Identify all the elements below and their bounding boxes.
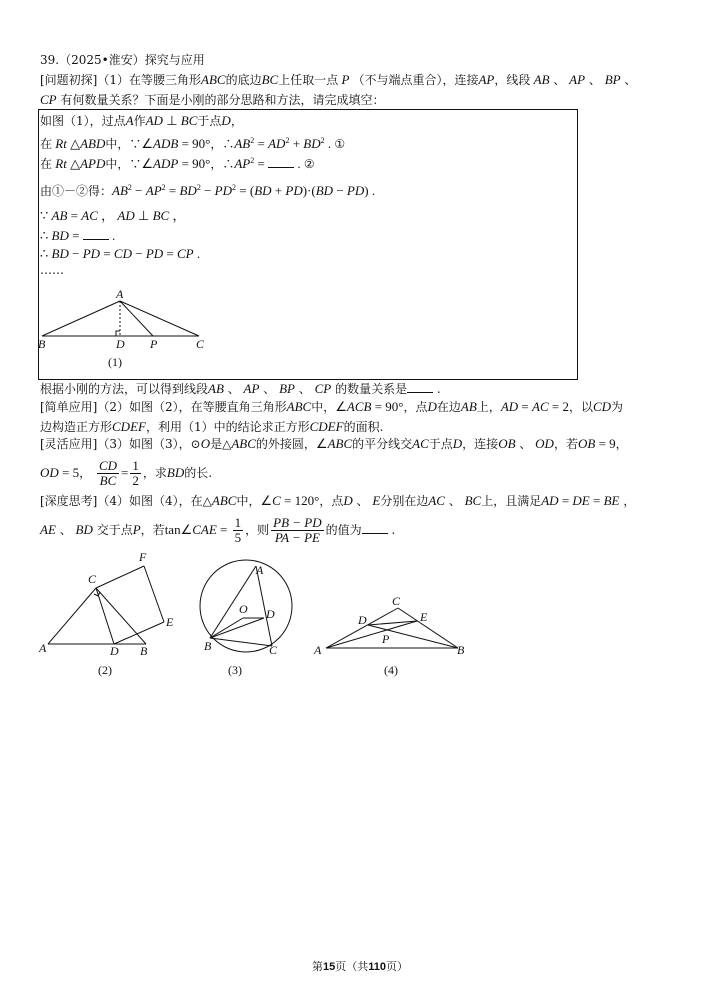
box-line1: 如图（1），过点A作AD ⊥ BC于点D， [40, 113, 243, 128]
blank-bd[interactable] [83, 228, 109, 240]
part4-line1: [深度思考]（4）如图（4），在△ABC中，∠C = 120°，点D 、 E分别在边AC 、 BC上，且满足AD = DE = BE ， [40, 493, 636, 508]
fig1-label-b: B [38, 337, 46, 351]
fig4-label-c: C [392, 594, 401, 608]
fig4-caption: (4) [384, 663, 398, 677]
page-number: 15 [323, 961, 336, 973]
part4-line2: AE 、 BD 交于点P，若tan∠CAE = $\frac{1}{5}$ ，则 $\frac{PB - PD}{PA - PE}$ 的值为 . [40, 515, 396, 545]
fig2-label-f: F [139, 550, 147, 564]
box-line5: ∵ AB = AC ， AD ⊥ BC ， [40, 208, 186, 223]
problem-header [40, 52, 205, 68]
fig4-label-d: D [358, 613, 367, 627]
box-line3: 在 Rt △APD中，∵∠ADP = 90°，$\therefore AP^2$ = . ② [40, 156, 315, 171]
problem-title: 探究与应用 [144, 53, 205, 67]
page-footer: 第15页（共110页） [312, 960, 408, 973]
part3-line1: [灵活应用]（3）如图（3），⊙O是△ABC的外接圆，∠ABC的平分线交AC于点D，连接OB 、 OD，若OB = 9， [40, 436, 628, 451]
figure-3 [196, 556, 296, 680]
part1-intro-line1: [问题初探]（1）在等腰三角形ABC的底边BC上任取一点 P （不与端点重合），连接AP，线段 AB 、 AP 、 BP 、 [40, 72, 637, 87]
fig2-caption: (2) [98, 663, 112, 677]
fig2-label-d: D [110, 644, 119, 658]
box-dots: …… [40, 263, 64, 277]
fig1-label-p: P [150, 337, 158, 351]
part1-intro-line2: CP 有何数量关系？下面是小刚的部分思路和方法，请完成填空： [40, 92, 385, 107]
fig2-label-b: B [140, 644, 148, 658]
part1-conclusion: 根据小刚的方法，可以得到线段AB 、 AP 、 BP 、 CP 的数量关系是 . [40, 381, 441, 396]
blank-ratio[interactable] [362, 522, 388, 534]
part3-line2: OD = 5， $\frac{CD}{BC}$ = $\frac{1}{2}$ ，求BD的长. [40, 458, 213, 488]
fig3-label-o: O [239, 602, 248, 616]
fig3-label-d: D [266, 607, 275, 621]
blank-relation[interactable] [407, 381, 433, 393]
blank-ap2[interactable] [268, 156, 294, 168]
fig1-label-c: C [196, 337, 205, 351]
figure-4 [310, 592, 470, 682]
figure-2 [36, 550, 186, 680]
problem-source: （2025•淮安） [59, 53, 145, 67]
problem-number: 39. [40, 53, 60, 67]
fig3-caption: (3) [228, 663, 242, 677]
box-line7: ∴ BD − PD = CD − PD = CP . [40, 246, 201, 261]
fig1-label-d: D [116, 337, 125, 351]
fig3-label-b: B [204, 639, 212, 653]
part2-line2: 边构造正方形CDEF，利用（1）中的结论求正方形CDEF的面积. [40, 419, 384, 434]
figure-1 [36, 286, 216, 370]
part2-line1: [简单应用]（2）如图（2），在等腰直角三角形ABC中，∠ACB = 90°，点D在边AB上，AD = AC = 2，以CD为 [40, 399, 624, 414]
fig3-label-c: C [269, 643, 278, 657]
fig1-caption: (1) [108, 355, 122, 369]
fig4-label-e: E [420, 610, 428, 624]
box-line4: 由①－②得：$AB^2 - AP^2 = BD^2 - PD^2 = (BD + PD)\cdot(BD - PD)$ . [40, 183, 376, 198]
box-line2: 在 Rt △ABD中，∵∠ADB = 90°，$\therefore AB^2 = AD^2 + BD^2$ . ① [40, 136, 346, 151]
total-pages: 110 [368, 961, 386, 973]
fig2-label-c: C [88, 572, 97, 586]
fig1-label-a: A [116, 287, 124, 301]
fig3-label-a: A [256, 563, 264, 577]
box-line6: ∴ BD = . [40, 228, 116, 243]
fig4-label-a: A [314, 643, 322, 657]
fig2-label-a: A [39, 641, 47, 655]
fig4-label-p: P [382, 632, 390, 646]
fig4-label-b: B [457, 643, 465, 657]
fig2-label-e: E [166, 615, 174, 629]
